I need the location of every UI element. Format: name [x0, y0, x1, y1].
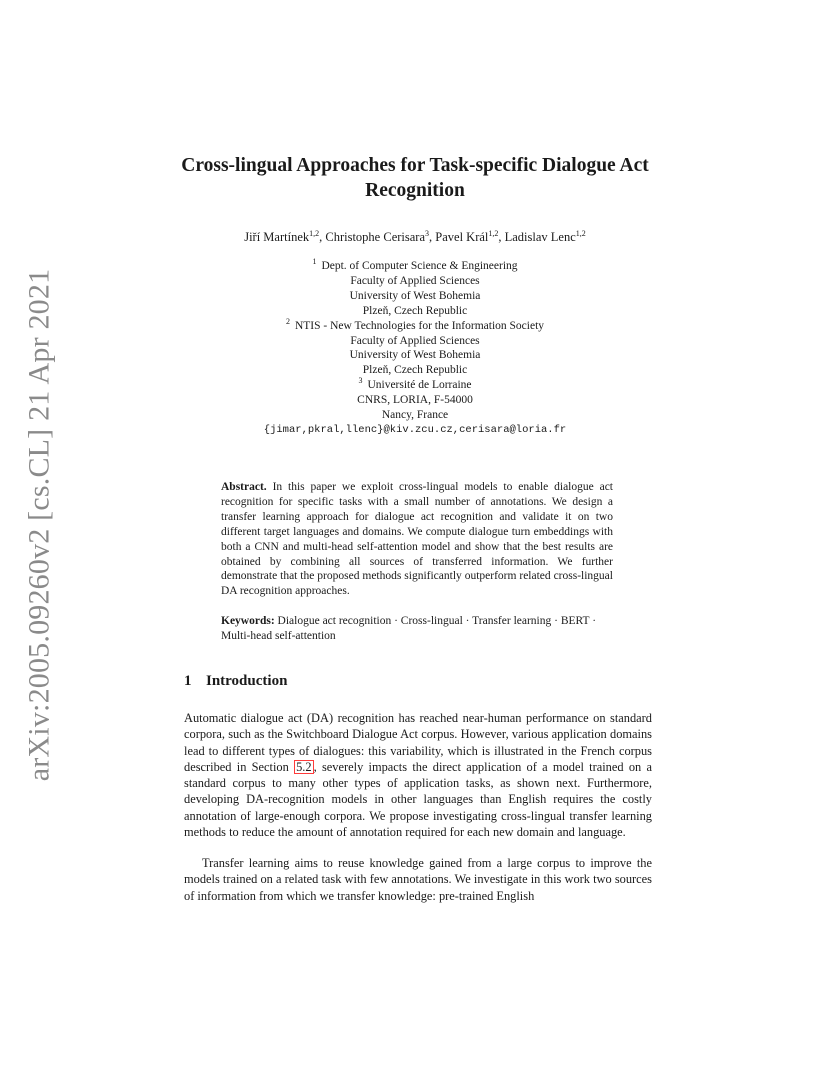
author-affiliation-mark: 3: [425, 229, 430, 238]
affiliation-3-line: CNRS, LORIA, F-54000: [357, 394, 473, 407]
author-name: Jiří Martínek: [244, 230, 310, 244]
author-name: Ladislav Lenc: [504, 230, 576, 244]
author-list: Jiří Martínek$^{1,2}$, Christophe Cerisara$^3$, Pavel Král$^{1,2}$, Ladislav Lenc$^{1,2}$: [244, 229, 586, 244]
section-reference-link[interactable]: 5.2: [296, 759, 312, 774]
paper-title-line-2: Recognition: [365, 180, 465, 201]
author-affiliation-mark: 1,2: [309, 229, 320, 238]
section-title: Introduction: [206, 673, 288, 689]
affiliation-2-line: $^2$ NTIS - New Technologies for the Information Society: [285, 316, 545, 332]
affiliations-block: [150, 259, 680, 438]
author-emails: {jimar,pkral,llenc}@kiv.zcu.cz,cerisara@loria.fr: [263, 423, 567, 436]
paper-title-line-1: Cross-lingual Approaches for Task-specific Dialogue Act: [181, 155, 649, 176]
keywords-label: Keywords:: [221, 615, 275, 627]
author-affiliation-mark: 1,2: [488, 229, 499, 238]
author-name: Christophe Cerisara: [325, 230, 426, 244]
abstract-text: In this paper we exploit cross-lingual models to enable dialogue act recognition for specific tasks with a small number of annotations. We design a transfer learning approach for dialogue act recognition and validate it on two different target languages and domains. We compute dialogue turn embeddings with both a CNN and multi-head self-attention model and show that the best results are obtained by combining all sources of transferred information. We further demonstrate that the proposed methods significantly outperform related cross-lingual DA recognition approaches.: [221, 481, 614, 598]
arxiv-identifier: [18, 268, 60, 782]
affiliation-2-line: University of West Bohemia: [349, 349, 481, 362]
affiliation-1-line: University of West Bohemia: [349, 289, 481, 302]
affiliation-mark: 2: [285, 316, 290, 326]
affiliation-mark: 3: [358, 376, 363, 386]
affiliation-3-line: $^3$ Université de Lorraine: [358, 376, 472, 392]
author-name: Pavel Král: [435, 230, 489, 244]
keywords-text: Dialogue act recognition · Cross-lingual · Transfer learning · BERT · Multi-head self-attention: [221, 615, 597, 642]
section-number: 1: [184, 673, 192, 689]
affiliation-1-line: Faculty of Applied Sciences: [350, 274, 480, 287]
keywords: [221, 614, 613, 644]
intro-paragraph-1: Automatic dialogue act (DA) recognition has reached near-human performance on standard corpora, such as the Switchboard Dialogue Act corpus. However, various application domains lead to different types of dialogues: this variability, which is illustrated in the French corpus described in Section 5.2 , severely impacts the direct application of a model trained on a standard corpus to many other types of application tasks, as shown next. Furthermore, developing DA-recognition models in other languages than English requires the costly annotation of large-enough corpora. We propose investigating cross-lingual transfer learning methods to reduce the amount of annotation required for each new domain and language.: [184, 711, 653, 840]
affiliation-3-line: Nancy, France: [381, 409, 449, 422]
affiliation-1-line: $^1$ Dept. of Computer Science & Engineering: [312, 257, 518, 272]
affiliation-2-line: Faculty of Applied Sciences: [350, 334, 480, 347]
abstract: [221, 480, 613, 599]
intro-paragraph-2: Transfer learning aims to reuse knowledge gained from a large corpus to improve the models trained on a related task with few annotations. We investigate in this work two sources of information from which we transfer knowledge: pre-trained English: [184, 856, 652, 903]
affiliation-mark: 1: [312, 257, 317, 266]
section-heading-introduction: [184, 671, 644, 691]
author-affiliation-mark: 1,2: [575, 229, 586, 238]
affiliation-1-line: Plzeň, Czech Republic: [362, 304, 468, 317]
paper-title: [150, 153, 680, 203]
abstract-label: Abstract.: [221, 481, 267, 493]
arxiv-identifier-text: arXiv:2005.09260v2 [cs.CL] 21 Apr 2021: [22, 268, 56, 782]
affiliation-2-line: Plzeň, Czech Republic: [362, 364, 468, 377]
